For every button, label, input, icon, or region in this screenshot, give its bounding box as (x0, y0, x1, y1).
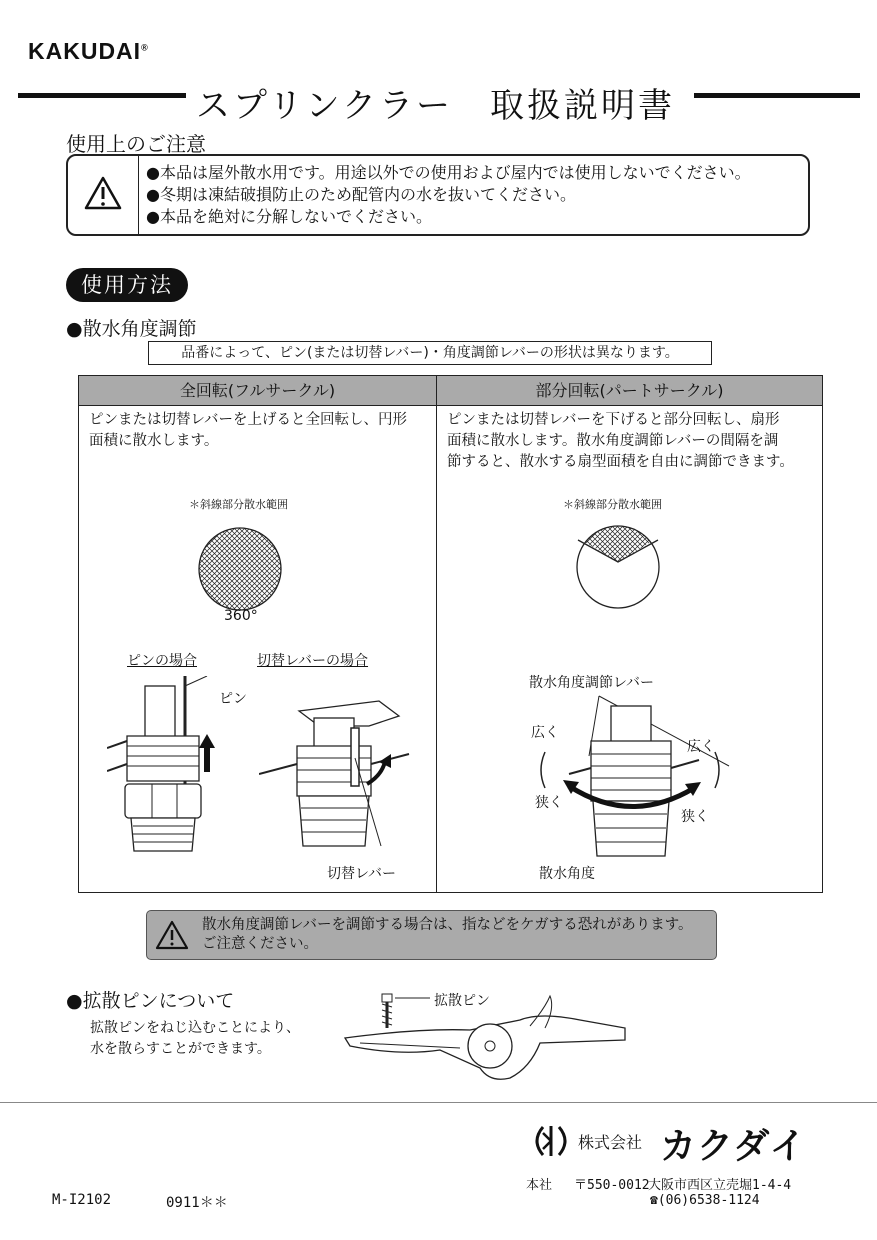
part-range-note: ＊斜線部分散水範囲 (563, 498, 662, 511)
wide-left-label: 広く (531, 725, 559, 741)
office-label: 本社 (526, 1178, 553, 1193)
caution-line: ●本品は屋外散水用です。用途以外での使用および屋内では使用しないでください。 (146, 163, 751, 182)
desc-line: ピンまたは切替レバーを上げると全回転し、円形 (89, 412, 407, 428)
narrow-left-label: 狭く (535, 795, 563, 811)
part-circle-header: 部分回転(パートサークル) (437, 376, 822, 406)
desc-line: 面積に散水します。 (89, 433, 219, 449)
model-note: 品番によって、ピン(または切替レバー)・角度調節レバーの形状は異なります。 (148, 341, 712, 365)
desc-line: 水を散らすことができます。 (90, 1041, 271, 1057)
company-logo-icon (529, 1124, 573, 1158)
footer-rule (0, 1102, 877, 1103)
phone-number: ☎(06)6538-1124 (650, 1193, 760, 1208)
lever-case-label: 切替レバーの場合 (257, 653, 369, 669)
caution-list (146, 162, 751, 228)
angle-lever-illustration (519, 686, 799, 866)
caution-line: ●冬期は凍結破損防止のため配管内の水を抜いてください。 (146, 185, 576, 204)
diffuser-description (90, 1018, 300, 1060)
caution-box (66, 154, 810, 236)
caution-heading: 使用上のご注意 (66, 132, 206, 156)
wide-right-label: 広く (687, 739, 715, 755)
pin-label: ピン (219, 691, 247, 707)
warning-triangle-icon (155, 919, 189, 951)
diffuser-pin-label: 拡散ピン (434, 993, 490, 1009)
warning-text (202, 916, 693, 954)
angle-heading: ●散水角度調節 (66, 318, 197, 340)
diffuser-heading: ●拡散ピンについて (66, 990, 235, 1012)
postal-code: 〒550-0012 (574, 1178, 650, 1193)
document-date-code: 0911＊＊ (166, 1195, 228, 1211)
spray-angle-label: 散水角度 (539, 866, 595, 882)
title-rule-right (694, 93, 860, 98)
desc-line: 拡散ピンをねじ込むことにより、 (90, 1020, 300, 1036)
table-divider (436, 376, 437, 892)
address: 大阪市西区立売堀1-4-4 (648, 1178, 792, 1193)
document-code: M-I2102 (52, 1192, 112, 1208)
desc-line: 面積に散水します。散水角度調節レバーの間隔を調 (447, 433, 779, 449)
desc-line: ピンまたは切替レバーを下げると部分回転し、扇形 (447, 412, 780, 428)
rotation-table (78, 375, 823, 893)
lever-label: 切替レバー (327, 866, 397, 882)
pin-case-label: ピンの場合 (127, 653, 197, 669)
warning-line: ご注意ください。 (202, 936, 318, 952)
desc-line: 節すると、散水する扇型面積を自由に調節できます。 (447, 454, 794, 470)
full-circle-description (89, 410, 407, 452)
company-prefix: 株式会社 (578, 1133, 643, 1152)
full-range-note: ＊斜線部分散水範囲 (189, 498, 288, 511)
title-rule-left (18, 93, 186, 98)
brand-logo: KAKUDAI® (28, 38, 149, 64)
usage-section-label: 使用方法 (66, 268, 188, 302)
narrow-right-label: 狭く (681, 809, 709, 825)
caution-icon-cell (68, 156, 139, 234)
page-title: スプリンクラー 取扱説明書 (196, 86, 675, 126)
full-circle-spray-icon (197, 526, 283, 612)
warning-triangle-icon (68, 156, 138, 234)
angle-lever-label: 散水角度調節レバー (529, 675, 655, 691)
part-circle-spray-icon (575, 524, 661, 610)
company-name: カクダイ (660, 1126, 807, 1167)
pin-sprinkler-illustration (107, 676, 227, 856)
caution-line: ●本品を絶対に分解しないでください。 (146, 207, 432, 226)
full-circle-header: 全回転(フルサークル) (79, 376, 436, 406)
finger-warning (146, 910, 717, 960)
degrees-label: 360° (224, 608, 258, 624)
lever-sprinkler-illustration (259, 696, 419, 871)
warning-line: 散水角度調節レバーを調節する場合は、指などをケガする恐れがあります。 (202, 917, 693, 933)
part-circle-description (447, 410, 794, 473)
